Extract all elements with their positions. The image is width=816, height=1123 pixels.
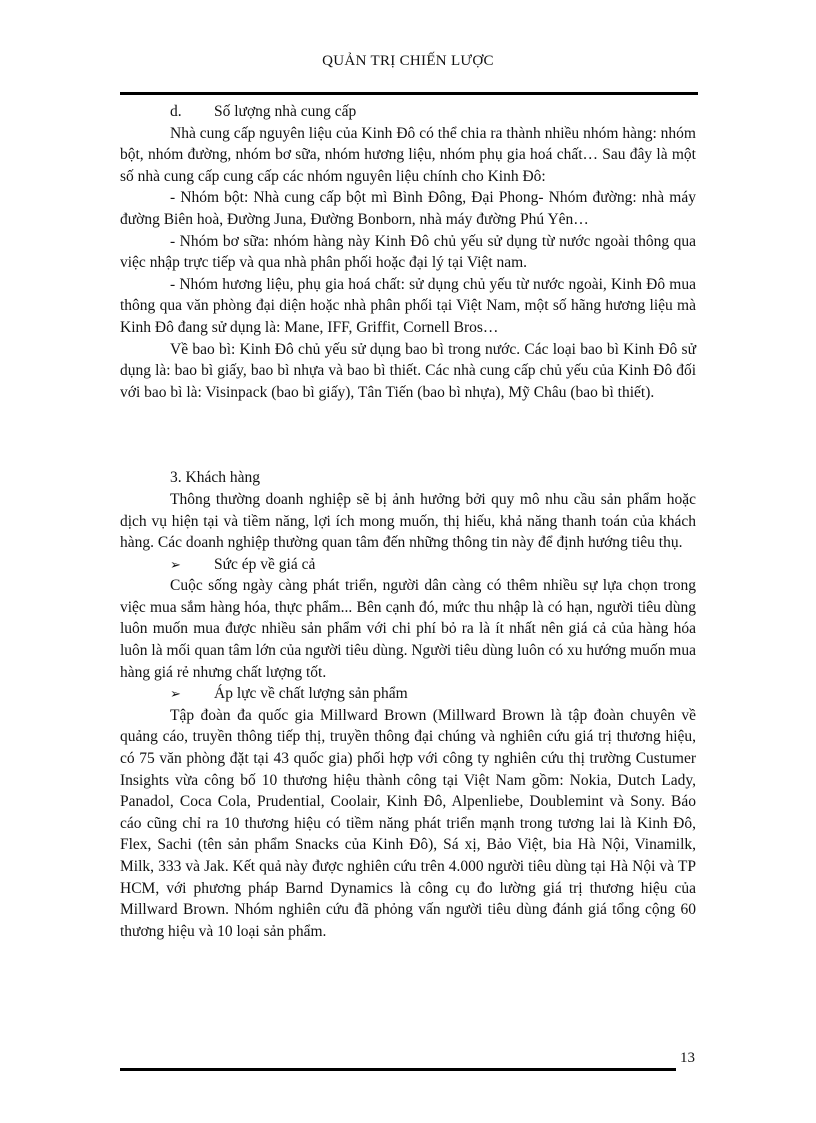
section-spacer: [120, 403, 696, 467]
quality-pressure-heading: [120, 683, 696, 705]
page-header-title: QUẢN TRỊ CHIẾN LƯỢC: [322, 53, 494, 69]
arrow-bullet-icon: ➢: [170, 686, 181, 702]
dairy-group-paragraph: - Nhóm bơ sữa: nhóm hàng này Kinh Đô chủ yếu sử dụng từ nước ngoài thông qua việc nhập trực tiếp và qua nhà phân phối hoặc đại lý tại Việt nam.: [120, 232, 696, 272]
page-number: 13: [680, 1050, 695, 1066]
customers-intro-paragraph: Thông thường doanh nghiệp sẽ bị ảnh hưởng bởi quy mô nhu cầu sản phẩm hoặc dịch vụ hiện tại và tiềm năng, lợi ích mong muốn, thị hiếu, khả năng thanh toán của khách hàng. Các doanh nghiệp thường quan tâm đến những thông tin này để định hướng tiêu thụ.: [120, 490, 696, 552]
flour-sugar-group-paragraph: - Nhóm bột: Nhà cung cấp bột mì Bình Đông, Đại Phong- Nhóm đường: nhà máy đường Biên hoà, Đường Juna, Đường Bonborn, nhà máy đường Phú Yên…: [120, 189, 696, 228]
document-body: [120, 101, 696, 942]
section-3-heading: 3. Khách hàng: [170, 469, 260, 487]
section-d-title: Số lượng nhà cung cấp: [214, 103, 357, 120]
header-divider: [120, 92, 698, 95]
suppliers-intro-paragraph: Nhà cung cấp nguyên liệu của Kinh Đô có thể chia ra thành nhiều nhóm hàng: nhóm bột, nhóm đường, nhóm bơ sữa, nhóm hương liệu, nhóm phụ gia hoá chất… Sau đây là một số nhà cung cấp cung cấp các nhóm nguyên liệu chính cho Kinh Đô:: [120, 124, 696, 185]
quality-pressure-paragraph: Tập đoàn đa quốc gia Millward Brown (Millward Brown là tập đoàn chuyên về quảng cáo, truyền thông tiếp thị, truyền thông đại chúng và nghiên cứu giá trị thương hiệu, có 75 văn phòng đặt tại 43 quốc gia) phối hợp với công ty nghiên cứu thị trường Custumer Insights vừa công bố 10 thương hiệu thành công tại Việt Nam gồm: Nokia, Dutch Lady, Panadol, Coca Cola, Prudential, Coolair, Kinh Đô, Alpenliebe, Doublemint và Sony. Báo cáo cũng chỉ ra 10 thương hiệu có tiềm năng phát triển mạnh trong tương lai là Kinh Đô, Flex, Sachi (tên sản phẩm Snacks của Kinh Đô), Sá xị, Bảo Việt, bia Hà Nội, Vinamilk, Milk, 333 và Jak. Kết quả này được nghiên cứu trên 4.000 người tiêu dùng tại Hà Nội và TP HCM, với phương pháp Barnd Dynamics là công cụ đo lường giá trị thương hiệu của Millward Brown. Nhóm nghiên cứu đã phỏng vấn người tiêu dùng đánh giá tổng cộng 60 thương hiệu và 10 loại sản phẩm.: [120, 706, 696, 940]
footer-divider: [120, 1068, 676, 1071]
quality-pressure-title: Áp lực về chất lượng sản phẩm: [214, 685, 408, 703]
arrow-bullet-icon: ➢: [170, 556, 181, 572]
packaging-paragraph: Về bao bì: Kinh Đô chủ yếu sử dụng bao bì trong nước. Các loại bao bì Kinh Đô sử dụng là: bao bì giấy, bao bì nhựa và bao bì thiết. Các nhà cung cấp chủ yếu của Kinh Đô đối với bao bì là: Visinpack (bao bì giấy), Tân Tiến (bao bì nhựa), Mỹ Châu (bao bì thiết).: [120, 340, 696, 401]
flavoring-group-paragraph: - Nhóm hương liệu, phụ gia hoá chất: sử dụng chủ yếu từ nước ngoài, Kinh Đô mua thông qua văn phòng đại diện hoặc nhà phân phối tại Việt Nam, một số hãng hương liệu mà Kinh Đô đang sử dụng là: Mane, IFF, Griffit, Cornell Bros…: [120, 275, 696, 336]
price-pressure-paragraph: Cuộc sống ngày càng phát triển, người dân càng có thêm nhiều sự lựa chọn trong việc mua sắm hàng hóa, thực phẩm... Bên cạnh đó, mức thu nhập là có hạn, người tiêu dùng luôn muốn mua được nhiều sản phẩm với chi phí bỏ ra là ít nhất nên giá cả của hàng hóa luôn là mối quan tâm lớn của người tiêu dùng. Người tiêu dùng luôn có xu hướng muốn mua hàng giá rẻ nhưng chất lượng tốt.: [120, 577, 696, 681]
price-pressure-heading: [120, 554, 696, 576]
price-pressure-title: Sức ép về giá cả: [214, 555, 316, 573]
section-d-heading: [120, 101, 696, 123]
section-d-label: d.: [170, 103, 182, 120]
